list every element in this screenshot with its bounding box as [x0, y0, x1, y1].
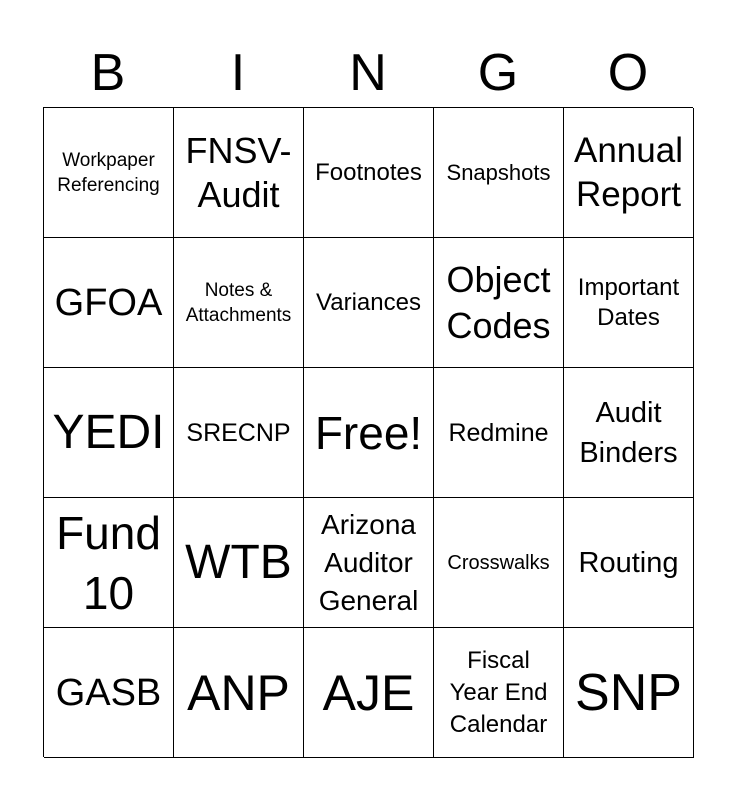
bingo-cell-r1-c3[interactable]: [434, 238, 564, 368]
cell-label: WTB: [185, 535, 292, 589]
cell-label: Crosswalks: [447, 551, 550, 574]
header-letter-g: G: [477, 44, 519, 102]
bingo-cell-r4-c3[interactable]: [434, 628, 564, 758]
cell-label: Redmine: [448, 418, 549, 447]
bingo-cell-r0-c2[interactable]: [304, 108, 434, 238]
bingo-cell-r4-c4[interactable]: [564, 628, 694, 758]
bingo-cell-r3-c0[interactable]: [44, 498, 174, 628]
cell-label: Footnotes: [315, 158, 422, 186]
cell-label: Variances: [316, 288, 421, 316]
bingo-cell-r2-c1[interactable]: [174, 368, 304, 498]
cell-label: FNSV- Audit: [185, 129, 292, 215]
bingo-cell-r0-c4[interactable]: [564, 108, 694, 238]
free-space-cell[interactable]: [304, 368, 434, 498]
cell-label: Routing: [578, 546, 679, 579]
cell-label: Important Dates: [577, 273, 680, 331]
bingo-cell-r2-c3[interactable]: [434, 368, 564, 498]
cell-label: Arizona Auditor General: [318, 508, 419, 616]
bingo-cell-r1-c0[interactable]: [44, 238, 174, 368]
cell-label: GFOA: [54, 281, 163, 324]
cell-label: GASB: [55, 671, 162, 714]
cell-label: Workpaper Referencing: [57, 149, 160, 196]
cell-label: Snapshots: [446, 159, 551, 185]
cell-label: SRECNP: [186, 418, 291, 447]
cell-label: Free!: [314, 406, 423, 459]
cell-label: AJE: [322, 664, 415, 721]
header-letter-b: B: [90, 44, 126, 102]
cell-label: Annual Report: [574, 130, 683, 214]
bingo-cell-r3-c3[interactable]: [434, 498, 564, 628]
bingo-cell-r1-c2[interactable]: [304, 238, 434, 368]
cell-label: SNP: [575, 663, 682, 722]
bingo-cell-r2-c4[interactable]: [564, 368, 694, 498]
header-letter-o: O: [607, 44, 649, 102]
bingo-cell-r0-c3[interactable]: [434, 108, 564, 238]
cell-label: Fund 10: [56, 506, 161, 619]
bingo-cell-r1-c1[interactable]: [174, 238, 304, 368]
bingo-cell-r4-c0[interactable]: [44, 628, 174, 758]
bingo-cell-r2-c0[interactable]: [44, 368, 174, 498]
bingo-cell-r0-c1[interactable]: [174, 108, 304, 238]
cell-label: ANP: [187, 664, 290, 721]
bingo-card-grid: [43, 107, 693, 757]
bingo-cell-r3-c4[interactable]: [564, 498, 694, 628]
bingo-cell-r3-c1[interactable]: [174, 498, 304, 628]
bingo-cell-r4-c2[interactable]: [304, 628, 434, 758]
bingo-cell-r3-c2[interactable]: [304, 498, 434, 628]
cell-label: Fiscal Year End Calendar: [449, 646, 548, 738]
header-letter-i: I: [230, 44, 246, 102]
bingo-cell-r1-c4[interactable]: [564, 238, 694, 368]
cell-label: YEDI: [52, 405, 165, 459]
bingo-header: [43, 38, 693, 108]
cell-label: Audit Binders: [579, 396, 678, 469]
header-letter-n: N: [349, 44, 387, 102]
cell-label: Object Codes: [446, 258, 551, 346]
bingo-cell-r4-c1[interactable]: [174, 628, 304, 758]
cell-label: Notes & Attachments: [185, 279, 292, 326]
bingo-cell-r0-c0[interactable]: [44, 108, 174, 238]
